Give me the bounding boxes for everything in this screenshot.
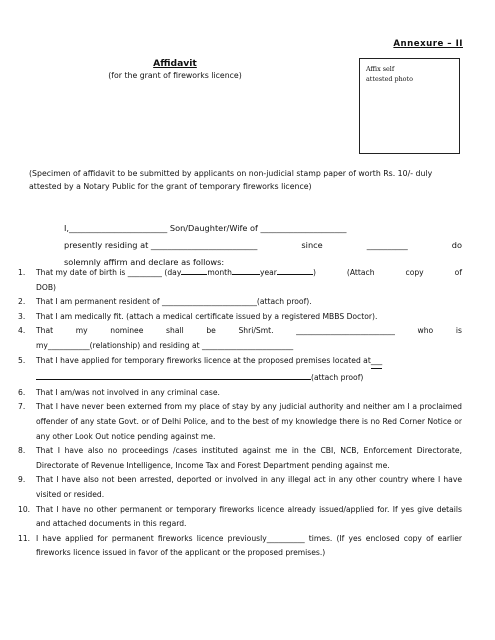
photo-box-line-1: Affix self <box>366 65 395 73</box>
premises-blank: ___ <box>371 354 382 370</box>
list-item <box>18 473 462 502</box>
relation-blank: Son/Daughter/Wife of _____________________ <box>169 223 347 233</box>
word: who <box>417 326 434 336</box>
list-item <box>18 444 462 473</box>
item-number: 3. <box>18 311 26 321</box>
list-item <box>18 354 462 386</box>
attach-proof: (attach proof) <box>311 373 364 383</box>
month-blank <box>232 274 260 275</box>
nominee-blank: __________________________ <box>296 326 395 336</box>
item-text: That I am/was not involved in any criminal case. <box>36 387 220 397</box>
month-label: month <box>207 268 232 277</box>
item-number: 4. <box>18 326 26 336</box>
list-item <box>18 295 462 310</box>
list-item <box>18 266 462 295</box>
list-item <box>18 503 462 532</box>
year-label: year <box>259 268 277 277</box>
item-number: 6. <box>18 387 26 397</box>
item-text: That I have never been externed from my place of stay by any judicial authority and neither am I a proclaimed offender of any state Govt. or of Delhi Police, and to the best of my knowledge there is no Red Corner Notice or any other Look Out notice pending against me. <box>36 402 462 441</box>
item-5-line-1 <box>36 354 462 370</box>
item-text: That I have also not been arrested, deported or involved in any illegal act in any other country where I have visited or resided. <box>36 475 462 499</box>
premises-address-blank <box>36 369 311 380</box>
item-1-dob-start <box>36 266 316 281</box>
of-word: of <box>454 268 462 277</box>
item-number: 9. <box>18 475 26 485</box>
item-1-line <box>36 266 462 281</box>
day-blank <box>181 274 207 275</box>
word: nominee <box>110 326 144 336</box>
name-blank: I,________________________ <box>64 223 168 233</box>
list-item <box>18 324 462 353</box>
word: That <box>36 326 54 336</box>
item-text: I have applied for permanent fireworks licence previously__________ times. (If yes enclosed copy of earlier fireworks licence issued in favor of the applicant or the proposed premises.) <box>36 533 462 558</box>
dob-label: That my date of birth is _________ (day <box>36 268 182 277</box>
intro-line-1 <box>64 220 462 237</box>
item-number: 1. <box>18 268 26 277</box>
document-subtitle: (for the grant of fireworks licence) <box>108 71 242 80</box>
item-number: 11. <box>18 533 31 543</box>
item-number: 5. <box>18 355 26 365</box>
since-blank: __________ <box>366 240 408 250</box>
item-4-line-1 <box>36 324 462 339</box>
item-number: 10. <box>18 504 31 514</box>
photo-box <box>359 58 460 154</box>
year-blank <box>277 274 313 275</box>
declaration-intro <box>64 220 462 271</box>
list-item <box>18 386 462 401</box>
item-number: 7. <box>18 402 26 412</box>
item-text: That I am medically fit. (attach a medical certificate issued by a registered MBBS Doctor). <box>36 311 378 321</box>
word: shall <box>166 326 184 336</box>
item-number: 2. <box>18 297 26 307</box>
word: be <box>206 326 216 336</box>
document-title: Affidavit <box>153 58 197 69</box>
item-text: That I have no other permanent or temporary fireworks licence already issued/applied for. If yes give details and attached documents in this regard. <box>36 504 462 529</box>
dob-close: ) <box>312 268 316 277</box>
photo-box-line-2: attested photo <box>366 75 413 83</box>
word: is <box>455 326 462 336</box>
list-item <box>18 532 462 561</box>
do-label: do <box>451 240 462 250</box>
item-text: That I have also no proceedings /cases instituted against me in the CBI, NCB, Enforcement Directorate, Directorate of Revenue Intelligence, Income Tax and Forest Department pending against me. <box>36 446 462 470</box>
item-1-line-2: DOB) <box>36 282 56 292</box>
intro-line-2 <box>64 237 462 254</box>
list-item <box>18 400 462 444</box>
item-text: That I am permanent resident of _________________________(attach proof). <box>36 297 312 307</box>
word: my <box>75 326 88 336</box>
annexure-label: Annexure – II <box>393 39 463 49</box>
word: Shri/Smt. <box>238 326 274 336</box>
specimen-note: (Specimen of affidavit to be submitted by applicants on non-judicial stamp paper of worth Rs. 10/- duly attested by a Notary Public for the grant of temporary fireworks licence) <box>29 169 433 191</box>
list-item <box>18 310 462 325</box>
attach-word: (Attach <box>346 268 375 277</box>
item-4-line-2: my___________(relationship) and residing at ________________________ <box>36 340 294 350</box>
copy-word: copy <box>405 268 424 277</box>
intro-line-3: solemnly affirm and declare as follows: <box>64 257 225 267</box>
since-label: since <box>301 240 323 250</box>
residence-blank: presently residing at __________________________ <box>64 240 258 250</box>
item-number: 8. <box>18 446 26 456</box>
item-text: That I have applied for temporary fireworks licence at the proposed premises located at <box>36 355 371 365</box>
item-5-line-2 <box>36 369 462 386</box>
declaration-list <box>18 266 462 561</box>
